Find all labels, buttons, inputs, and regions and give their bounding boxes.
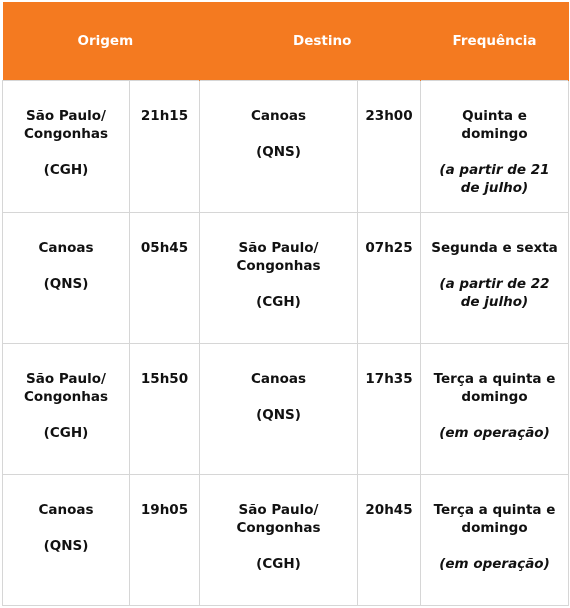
destination-name: Canoas [250, 370, 307, 387]
arrival-time: 20h45 [358, 474, 421, 605]
origin-cell [3, 474, 130, 605]
destination-name: Canoas [250, 108, 307, 125]
destination-cell [200, 212, 358, 343]
departure-time: 19h05 [130, 474, 200, 605]
frequency-days: Quinta e domingo [461, 108, 528, 143]
frequency-days: Terça a quinta e domingo [433, 501, 556, 536]
frequency-note: (a partir de 21 de julho) [439, 162, 550, 197]
arrival-time: 07h25 [358, 212, 421, 343]
frequency-days: Segunda e sexta [431, 239, 558, 256]
destination-code: (CGH) [256, 555, 301, 572]
frequency-days: Terça a quinta e domingo [433, 370, 556, 405]
flight-schedule-table [2, 2, 569, 606]
destination-name: São Paulo/ Congonhas [236, 501, 321, 536]
table-row [3, 343, 569, 474]
header-frequency: Frequência [421, 2, 569, 81]
arrival-time: 23h00 [358, 81, 421, 212]
header-origin: Origem [3, 2, 200, 81]
frequency-note: (a partir de 22 de julho) [439, 275, 550, 310]
departure-time: 05h45 [130, 212, 200, 343]
destination-cell [200, 81, 358, 212]
destination-cell [200, 474, 358, 605]
origin-name: São Paulo/ Congonhas [23, 370, 109, 405]
header-destination: Destino [200, 2, 421, 81]
frequency-note: (em operação) [439, 424, 550, 441]
arrival-time: 17h35 [358, 343, 421, 474]
origin-code: (QNS) [43, 537, 89, 554]
destination-cell [200, 343, 358, 474]
table-row [3, 212, 569, 343]
origin-code: (CGH) [43, 424, 89, 441]
table-row [3, 81, 569, 212]
origin-cell [3, 343, 130, 474]
destination-code: (CGH) [256, 293, 301, 310]
departure-time: 15h50 [130, 343, 200, 474]
table-row [3, 474, 569, 605]
origin-code: (QNS) [43, 275, 89, 292]
frequency-cell [421, 343, 569, 474]
origin-name: Canoas [38, 501, 94, 518]
frequency-cell [421, 81, 569, 212]
destination-code: (QNS) [256, 406, 301, 423]
origin-name: São Paulo/ Congonhas [23, 108, 109, 143]
table-header-row [3, 2, 569, 81]
departure-time: 21h15 [130, 81, 200, 212]
origin-code: (CGH) [43, 162, 89, 179]
origin-cell [3, 81, 130, 212]
frequency-cell [421, 212, 569, 343]
frequency-cell [421, 474, 569, 605]
origin-cell [3, 212, 130, 343]
destination-name: São Paulo/ Congonhas [236, 239, 321, 274]
origin-name: Canoas [38, 239, 94, 256]
frequency-note: (em operação) [439, 555, 550, 572]
destination-code: (QNS) [256, 144, 301, 161]
